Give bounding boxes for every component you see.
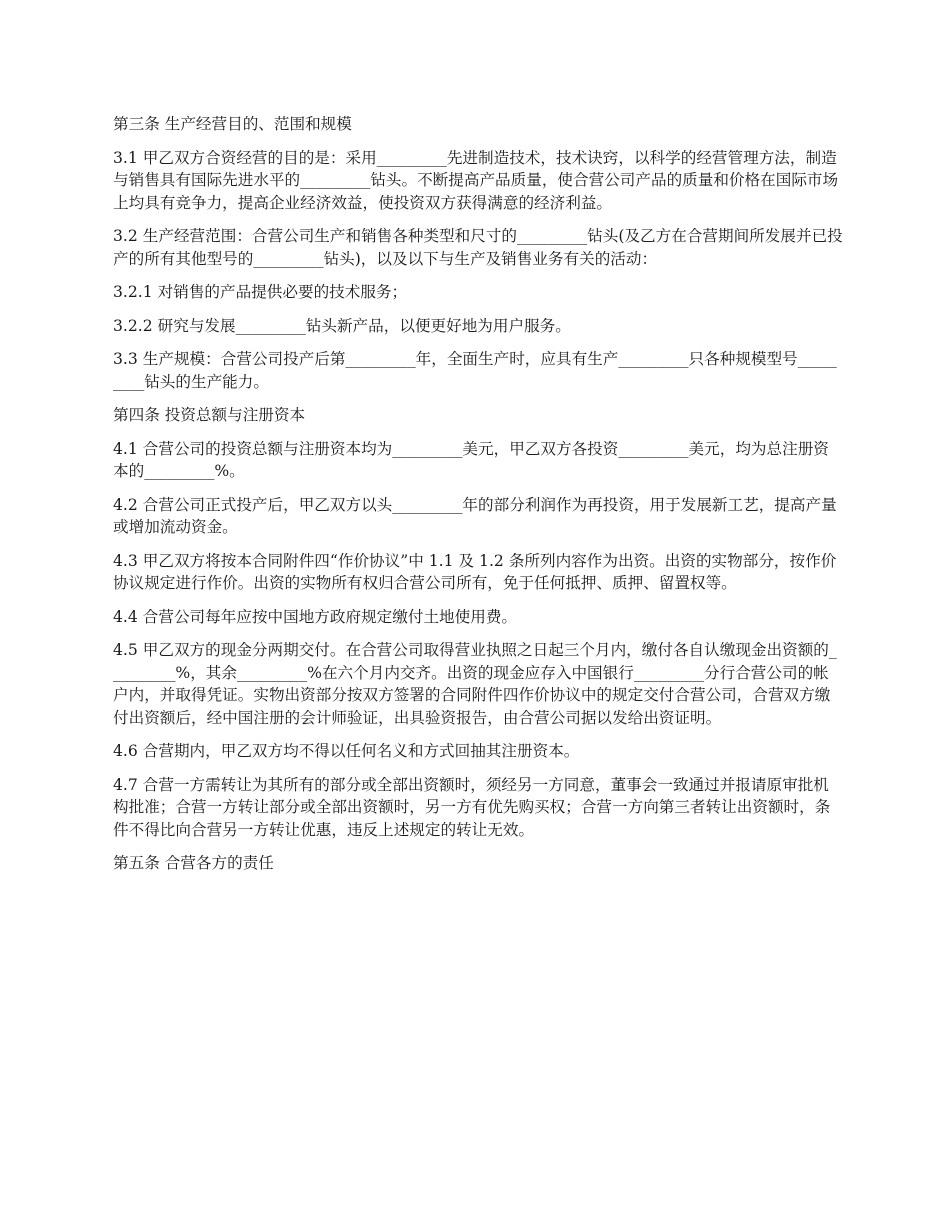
clause-3-2-2: 3.2.2 研究与发展_________钻头新产品，以便更好地为用户服务。 (113, 316, 571, 335)
clause-4-7: 4.7 合营一方需转让为其所有的部分或全部出资额时，须经另一方同意，董事会一致通过并报请原审批机构批准；合营一方转让部分或全部出资额时，另一方有优先购买权；合营一方向第三者转让出资额时，条件不得比向合营另一方转让优惠，违反上述规定的转让无效。 (113, 775, 831, 839)
section-heading-article-4: 第四条 投资总额与注册资本 (113, 406, 306, 424)
clause-3-1: 3.1 甲乙双方合资经营的目的是：采用_________先进制造技术，技术诀窍，以科学的经营管理方法，制造与销售具有国际先进水平的_________钻头。不断提高产品质量，使合营公司产品的质量和价格在国际市场上均具有竞争力，提高企业经济效益，使投资双方获得满意的经济利益。 (113, 148, 839, 212)
clause-3-2: 3.2 生产经营范围：合营公司生产和销售各种类型和尺寸的_________钻头(及乙方在合营期间所发展并已投产的所有其他型号的_________钻头)，以及以下与生产及销售业务有关的活动： (113, 227, 843, 268)
clause-4-5: 4.5 甲乙双方的现金分两期交付。在合营公司取得营业执照之日起三个月内，缴付各自认缴现金出资额的_________%，其余_________%在六个月内交齐。出资的现金应存入中国银行_________分行合营公司的帐户内，并取得凭证。实物出资部分按双方签署的合同附件四作价协议中的规定交付合营公司，合营双方缴付出资额后，经中国注册的会计师验证，出具验资报告，由合营公司据以发给出资证明。 (113, 641, 837, 727)
clause-3-2-1: 3.2.1 对销售的产品提供必要的技术服务； (113, 283, 408, 301)
clause-4-4: 4.4 合营公司每年应按中国地方政府规定缴付土地使用费。 (113, 607, 518, 626)
clause-4-2: 4.2 合营公司正式投产后，甲乙双方以头_________年的部分利润作为再投资，用于发展新工艺，提高产量或增加流动资金。 (113, 495, 837, 536)
clause-4-3: 4.3 甲乙双方将按本合同附件四“作价协议”中 1.1 及 1.2 条所列内容作为出资。出资的实物部分，按作价协议规定进行作价。出资的实物所有权归合营公司所有，免于任何抵押、质押、留置权等。 (113, 551, 837, 592)
section-heading-article-5: 第五条 合营各方的责任 (113, 854, 274, 872)
section-heading-article-3: 第三条 生产经营目的、范围和规模 (113, 115, 352, 133)
clause-4-1: 4.1 合营公司的投资总额与注册资本均为_________美元，甲乙双方各投资_________美元，均为总注册资本的_________%。 (113, 439, 829, 480)
clause-3-3: 3.3 生产规模：合营公司投产后第_________年，全面生产时，应具有生产_________只各种规模型号_________钻头的生产能力。 (113, 350, 837, 391)
clause-4-6: 4.6 合营期内，甲乙双方均不得以任何名义和方式回抽其注册资本。 (113, 742, 580, 760)
document-page (113, 113, 843, 886)
